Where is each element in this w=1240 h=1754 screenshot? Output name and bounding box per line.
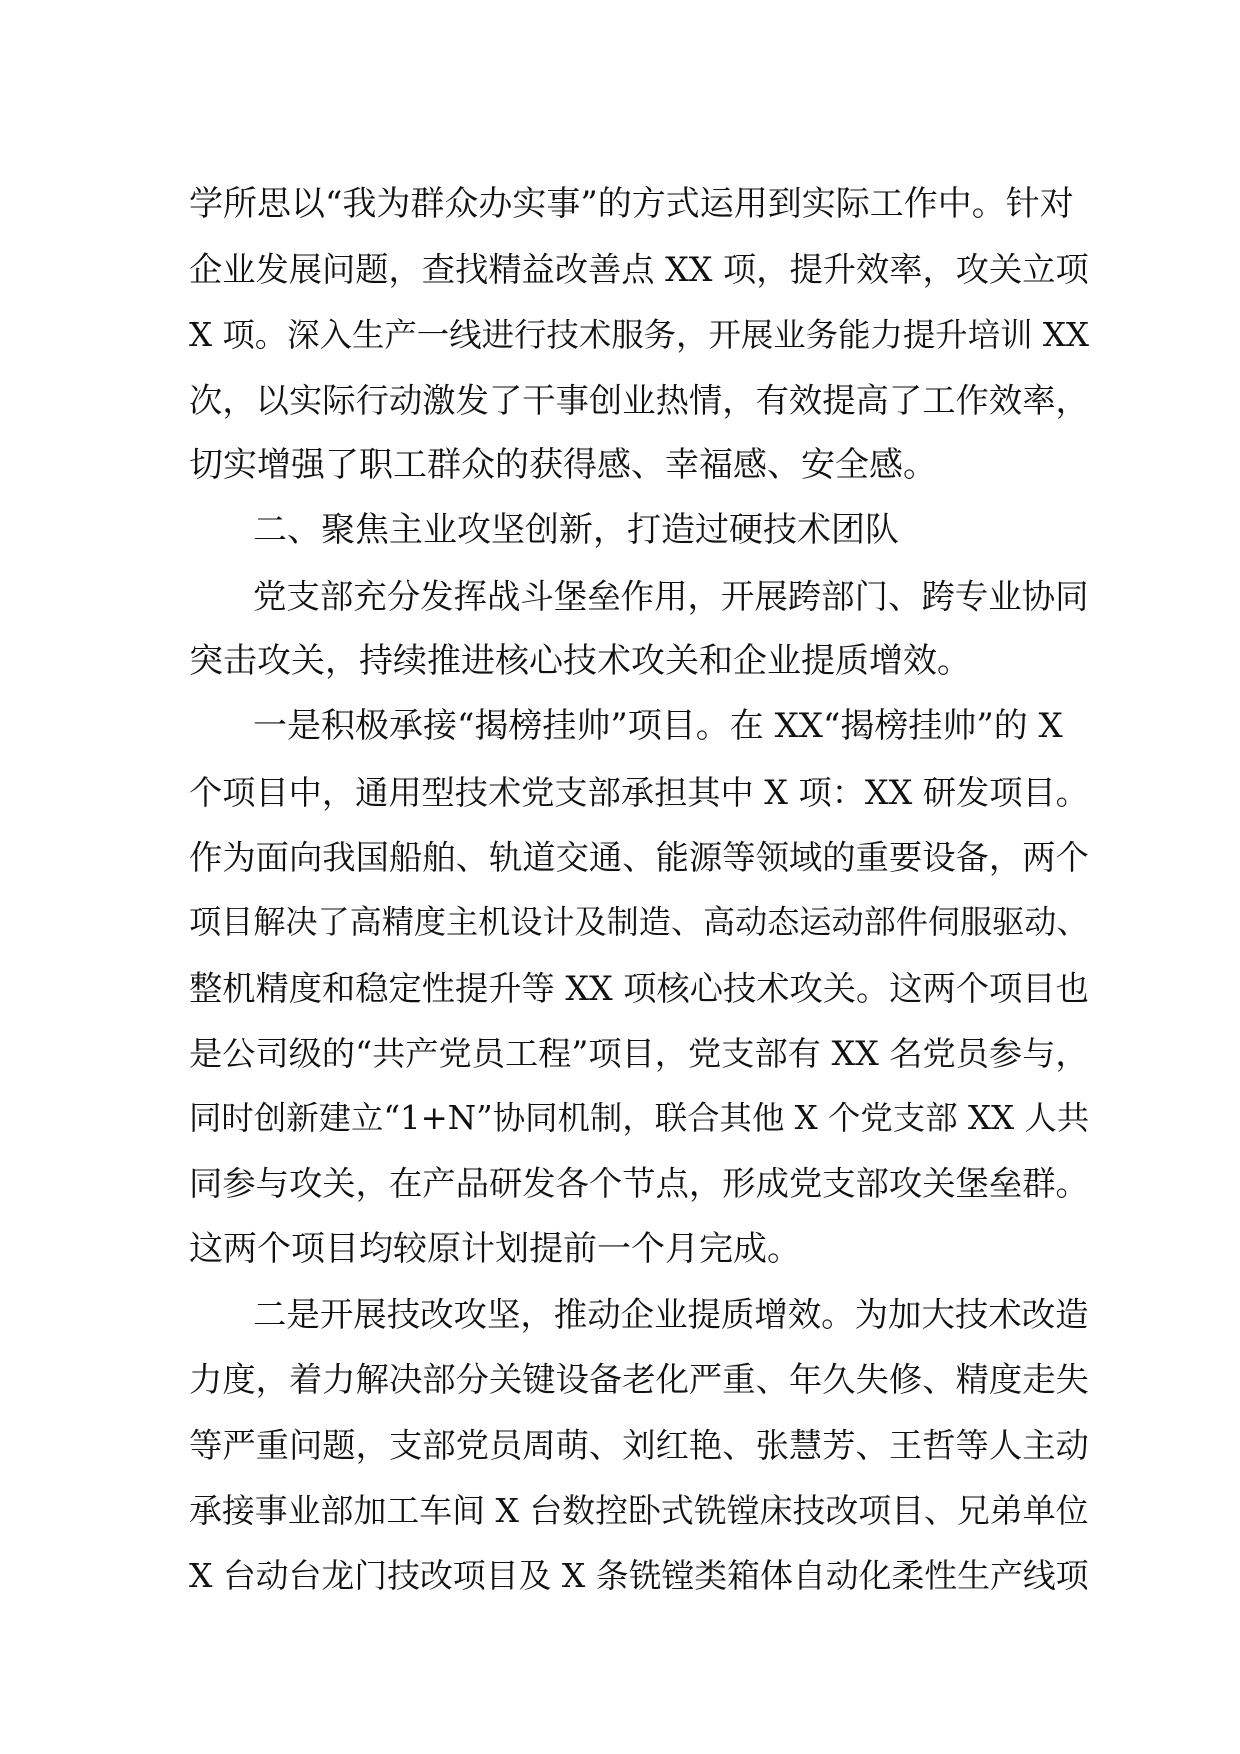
section-heading: 二、聚焦主业攻坚创新，打造过硬技术团队 [253, 510, 899, 551]
text-line: 是公司级的“共产党员工程”项目，党支部有 XX 名党员参与， [189, 1033, 1089, 1073]
text-line: X 台动台龙门技改项目及 X 条铣镗类箱体自动化柔性生产线项 [189, 1556, 1089, 1596]
text-line: 作为面向我国船舶、轨道交通、能源等领域的重要设备，两个 [189, 837, 1089, 877]
text-line: 个项目中，通用型技术党支部承担其中 X 项：XX 研发项目。 [189, 772, 1089, 812]
text-line: 一是积极承接“揭榜挂帅”项目。在 XX“揭榜挂帅”的 X [253, 706, 1063, 747]
text-line: 这两个项目均较原计划提前一个月完成。 [189, 1228, 801, 1269]
text-line: 承接事业部加工车间 X 台数控卧式铣镗床技改项目、兄弟单位 [189, 1490, 1089, 1530]
document-body [189, 172, 1089, 1609]
text-line: 切实增强了职工群众的获得感、幸福感、安全感。 [189, 445, 937, 486]
text-line: 同参与攻关，在产品研发各个节点，形成党支部攻关堡垒群。 [189, 1164, 1089, 1204]
text-line: 整机精度和稳定性提升等 XX 项核心技术攻关。这两个项目也 [189, 968, 1089, 1008]
text-line: 突击攻关，持续推进核心技术攻关和企业提质增效。 [189, 641, 971, 682]
text-line: 项目解决了高精度主机设计及制造、高动态运动部件伺服驱动、 [189, 903, 1089, 942]
text-line: 学所思以“我为群众办实事”的方式运用到实际工作中。针对 [189, 184, 1074, 224]
text-line: 等严重问题，支部党员周萌、刘红艳、张慧芳、王哲等人主动 [189, 1425, 1089, 1465]
text-line: 力度，着力解决部分关键设备老化严重、年久失修、精度走失 [189, 1360, 1089, 1400]
text-line: 同时创新建立“1+N”协同机制，联合其他 X 个党支部 XX 人共 [189, 1099, 1090, 1138]
text-line: 党支部充分发挥战斗堡垒作用，开展跨部门、跨专业协同 [253, 576, 1089, 616]
text-line: 企业发展问题，查找精益改善点 XX 项，提升效率，攻关立项 [189, 250, 1089, 290]
text-line: 次，以实际行动激发了干事创业热情，有效提高了工作效率， [189, 380, 1089, 420]
text-line: X 项。深入生产一线进行技术服务，开展业务能力提升培训 XX [189, 315, 1089, 354]
text-line: 二是开展技改攻坚，推动企业提质增效。为加大技术改造 [253, 1295, 1089, 1335]
